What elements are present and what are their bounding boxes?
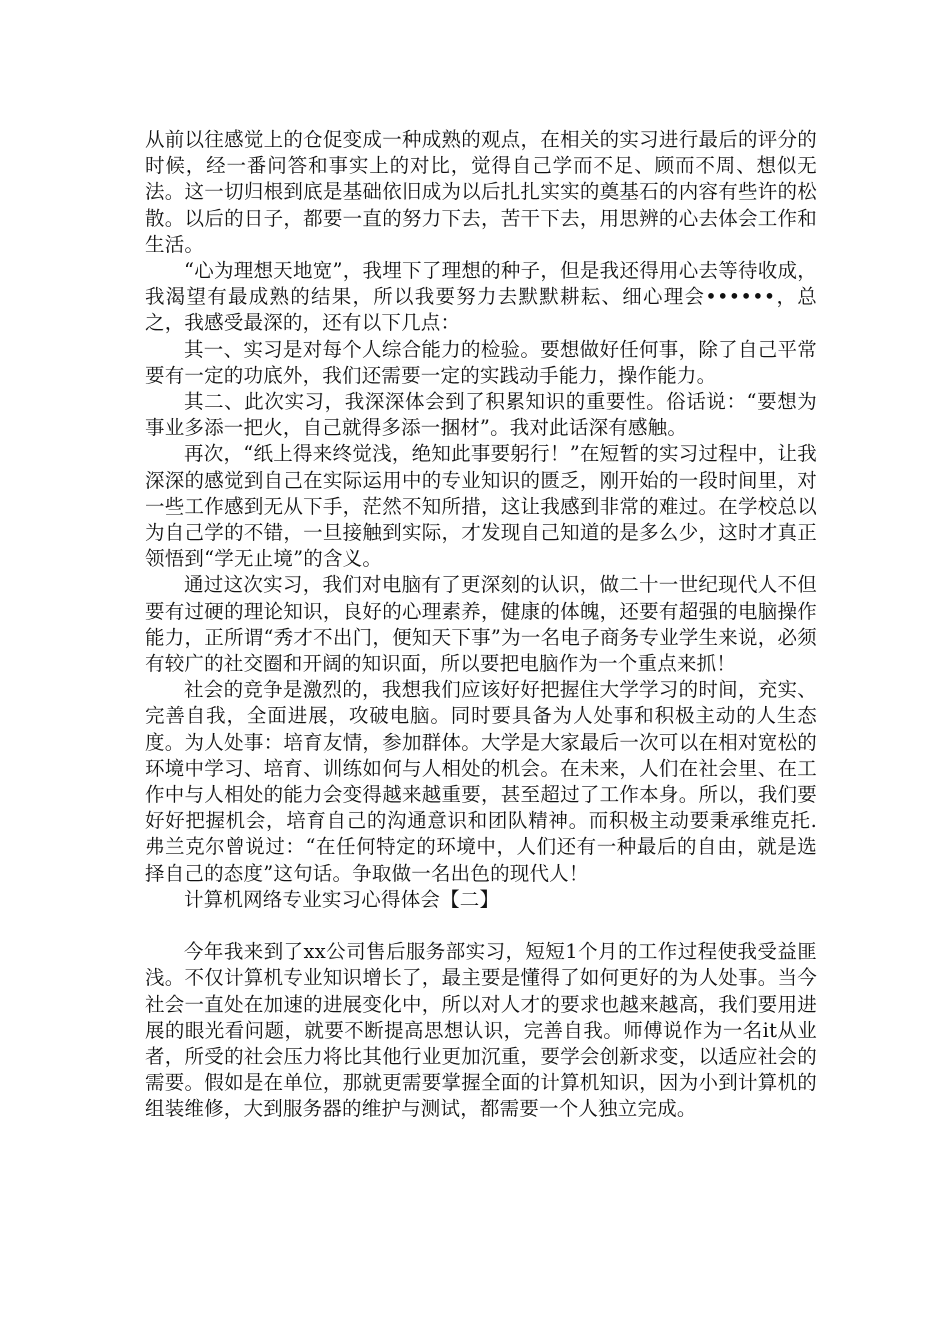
paragraph-3: 其一、实习是对每个人综合能力的检验。要想做好任何事，除了自己平常要有一定的功底外，我们还需要一定的实践动手能力，操作能力。 [145, 337, 817, 387]
section-heading: 计算机网络专业实习心得体会【二】 [184, 887, 500, 911]
paragraph-5: 再次，“纸上得来终觉浅，绝知此事要躬行！”在短暂的实习过程中，让我深深的感觉到自己在实际运用中的专业知识的匮乏，刚开始的一段时间里，对一些工作感到无从下手，茫然不知所措，这让我感到非常的难过。在学校总以为自己学的不错，一旦接触到实际，才发现自己知道的是多么少，这时才真正领悟到“学无止境”的含义。 [145, 442, 817, 571]
section-paragraph-1: 今年我来到了xx公司售后服务部实习，短短1个月的工作过程使我受益匪浅。不仅计算机专业知识增长了，最主要是懂得了如何更好的为人处事。当今社会一直处在加速的进展变化中，所以对人才的要求也越来越高，我们要用进展的眼光看问题，就要不断提高思想认识，完善自我。师傅说作为一名it从业者，所受的社会压力将比其他行业更加沉重，要学会创新求变，以适应社会的需要。假如是在单位，那就更需要掌握全面的计算机知识，因为小到计算机的组装维修，大到服务器的维护与测试，都需要一个人独立完成。 [145, 940, 817, 1121]
paragraph-7: 社会的竞争是激烈的，我想我们应该好好把握住大学学习的时间，充实、完善自我，全面进展，攻破电脑。同时要具备为人处事和积极主动的人生态度。为人处事：培育友情，参加群体。大学是大家最后一次可以在相对宽松的环境中学习、培育、训练如何与人相处的机会。在未来，人们在社会里、在工作中与人相处的能力会变得越来越重要，甚至超过了工作本身。所以，我们要好好把握机会，培育自己的沟通意识和团队精神。而积极主动要秉承维克托.弗兰克尔曾说过：“在任何特定的环境中，人们还有一种最后的自由，就是选择自己的态度”这句话。争取做一名出色的现代人！ [145, 678, 817, 885]
paragraph-4: 其二、此次实习，我深深体会到了积累知识的重要性。俗话说：“要想为事业多添一把火，自己就得多添一捆材”。我对此话深有感触。 [145, 390, 817, 440]
paragraph-2: “心为理想天地宽”，我埋下了理想的种子，但是我还得用心去等待收成，我渴望有最成熟的结果，所以我要努力去默默耕耘、细心理会••••••，总之，我感受最深的，还有以下几点： [145, 259, 817, 335]
paragraph-1: 从前以往感觉上的仓促变成一种成熟的观点，在相关的实习进行最后的评分的时候，经一番问答和事实上的对比，觉得自己学而不足、顾而不周、想似无法。这一切归根到底是基础依旧成为以后扎扎实实的奠基石的内容有些许的松散。以后的日子，都要一直的努力下去，苦干下去，用思辨的心去体会工作和生活。 [145, 128, 817, 256]
paragraph-6: 通过这次实习，我们对电脑有了更深刻的认识，做二十一世纪现代人不但要有过硬的理论知识，良好的心理素养，健康的体魄，还要有超强的电脑操作能力，正所谓“秀才不出门，便知天下事”为一名电子商务专业学生来说，必须有较广的社交圈和开阔的知识面，所以要把电脑作为一个重点来抓！ [145, 573, 817, 676]
document-page [145, 127, 817, 1123]
blank-line [145, 913, 817, 939]
